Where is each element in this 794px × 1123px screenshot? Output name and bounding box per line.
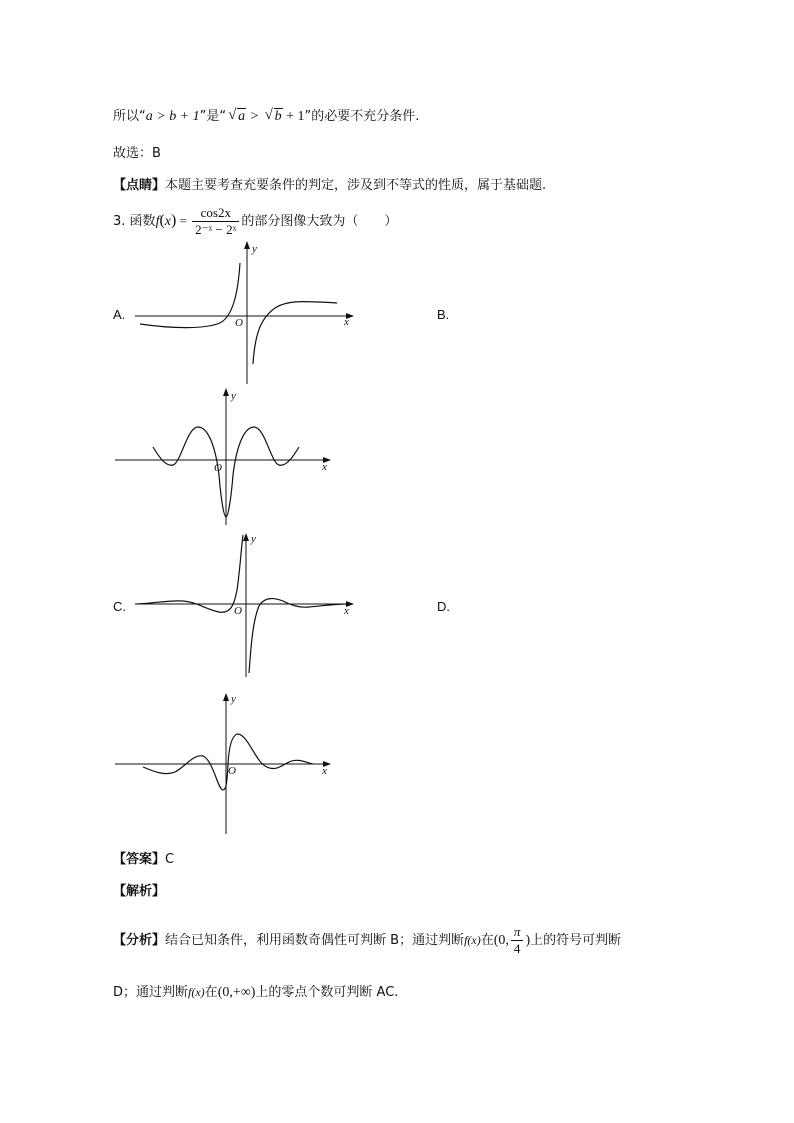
curve-right-branch	[253, 302, 337, 364]
graph-option-b	[115, 385, 340, 530]
pi-over-four	[511, 925, 524, 956]
function-fraction	[192, 206, 239, 237]
answer-value: C	[165, 852, 175, 867]
conclusion-middle: ”是“	[199, 109, 227, 124]
reasoning-line-2	[113, 983, 398, 1002]
pi-numerator: π	[511, 925, 524, 941]
reasoning2-text-2: 上的零点个数可判断 AC.	[255, 985, 399, 1000]
conclusion-line	[113, 108, 419, 126]
option-c-label: C.	[113, 599, 126, 614]
comment-tag: 【点睛】	[113, 178, 166, 193]
origin-label: O	[214, 462, 222, 474]
origin-label: O	[234, 605, 242, 617]
option-b-label: B.	[437, 307, 450, 322]
y-axis-label: y	[252, 243, 257, 255]
curve-right-branch	[249, 599, 349, 673]
equals-sign: =	[176, 213, 191, 228]
four-denominator: 4	[513, 941, 521, 956]
interval-close: )	[525, 933, 531, 948]
curve-left-branch	[140, 263, 240, 328]
answer-tag: 【答案】	[113, 852, 166, 867]
reasoning-fx: f(x)	[464, 933, 481, 947]
curve-odd	[143, 734, 313, 790]
interval-open: (0,	[493, 933, 509, 948]
gt-sign: >	[246, 109, 263, 124]
analysis-line	[113, 883, 165, 901]
reasoning-tag: 【分析】	[113, 933, 166, 948]
function-name: f	[155, 214, 160, 229]
fraction-numerator: cos2x	[192, 206, 239, 222]
curve-left-branch	[137, 535, 243, 612]
question-intro: 函数	[129, 214, 156, 229]
comment-line	[113, 177, 546, 195]
y-axis-label: y	[231, 693, 236, 705]
reasoning-zai: 在	[480, 933, 494, 948]
conclusion-suffix: ”的必要不充分条件.	[304, 109, 420, 124]
choice-line	[113, 145, 161, 163]
reasoning2-text-1: D；通过判断	[113, 985, 189, 1000]
fraction-denominator: 2⁻ˣ − 2ˣ	[195, 222, 237, 237]
condition-a: a > b + 1	[145, 109, 200, 124]
reasoning-line	[113, 922, 621, 959]
choice-text: 故选：B	[113, 146, 161, 161]
y-axis-arrow	[223, 388, 229, 396]
reasoning-text-2: 上的符号可判断	[530, 933, 622, 948]
question-rest: 的部分图像大致为（ ）	[241, 214, 398, 229]
graph-option-d	[115, 690, 340, 838]
reasoning-text-1: 结合已知条件，利用函数奇偶性可判断 B；通过判断	[165, 933, 465, 948]
reasoning2-zai: 在	[204, 985, 218, 1000]
question-line: 3. 函数f(x) = $\frac{\cos 2x}{\text{2⁻ˣ − 2ˣ}}$ 的部分图像大致为（ ）	[113, 205, 398, 237]
option-a-label: A.	[113, 307, 126, 322]
y-axis-arrow	[243, 533, 249, 541]
x-axis-label: x	[322, 765, 327, 777]
plus-one: + 1	[282, 109, 305, 124]
reasoning2-interval: (0,+∞)	[217, 985, 256, 1000]
y-axis-arrow	[244, 241, 250, 249]
conclusion-prefix: 所以“	[113, 109, 146, 124]
analysis-tag: 【解析】	[113, 884, 166, 899]
y-axis-arrow	[223, 693, 229, 701]
reasoning2-fx: f(x)	[188, 985, 205, 999]
comment-text: 本题主要考查充要条件的判定，涉及到不等式的性质，属于基础题.	[165, 178, 547, 193]
y-axis-label: y	[251, 533, 256, 545]
x-axis-label: x	[344, 316, 349, 328]
graph-option-c	[135, 530, 360, 680]
origin-label: O	[235, 317, 243, 329]
question-number: 3.	[113, 214, 126, 229]
x-axis-label: x	[322, 461, 327, 473]
x-axis-label: x	[344, 605, 349, 617]
answer-line	[113, 851, 174, 869]
sqrt-a: √ a	[228, 107, 246, 124]
y-axis-label: y	[231, 390, 236, 402]
graph-option-a	[135, 238, 360, 388]
option-d-label: D.	[437, 599, 450, 614]
origin-label: O	[228, 765, 236, 777]
function-arg: x	[164, 214, 171, 229]
sqrt-b: √ b	[264, 107, 282, 124]
